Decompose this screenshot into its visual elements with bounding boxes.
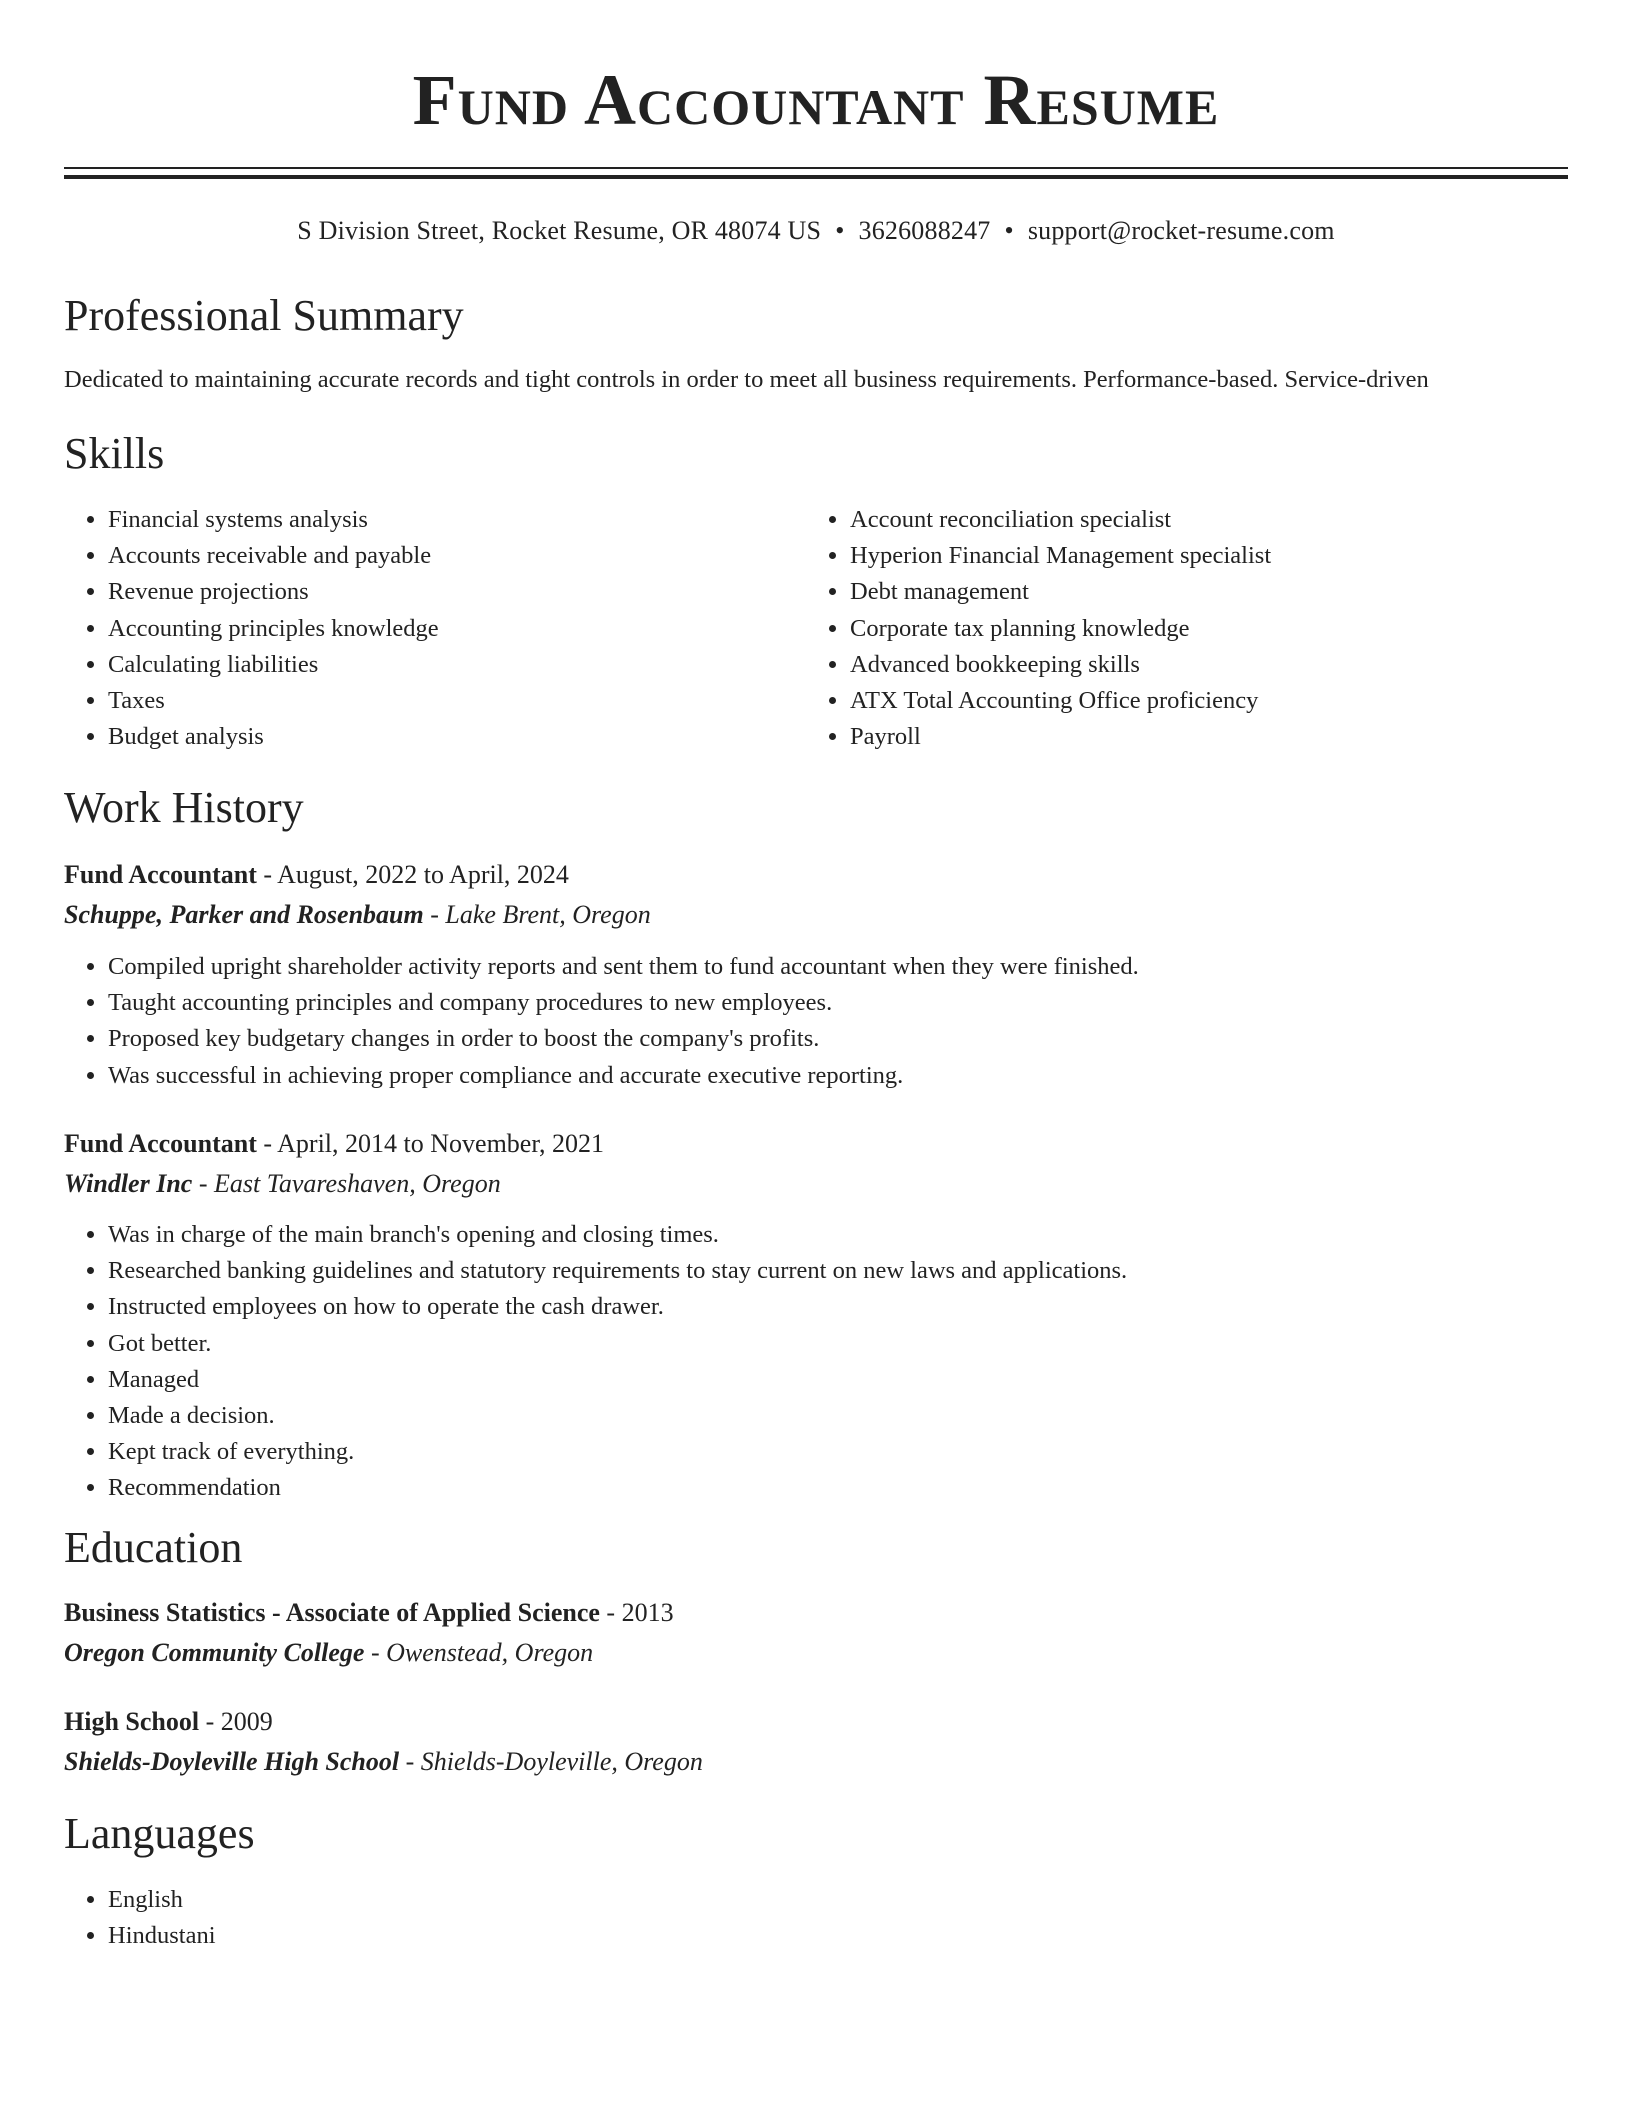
job-company: Windler Inc bbox=[64, 1169, 193, 1198]
job-company-line: Schuppe, Parker and Rosenbaum - Lake Brent, Oregon bbox=[64, 900, 651, 929]
job-bullet: • Researched banking guidelines and statutory requirements to stay current on new laws and applications. bbox=[108, 1253, 1588, 1289]
skill-item: • Hyperion Financial Management specialist bbox=[850, 538, 1590, 574]
summary-heading: Professional Summary bbox=[64, 291, 464, 340]
education-degree-line: High School - 2009 bbox=[64, 1707, 273, 1736]
skill-item: • Advanced bookkeeping skills bbox=[850, 647, 1590, 683]
job-dates: August, 2022 to April, 2024 bbox=[277, 860, 569, 889]
education-year: 2013 bbox=[621, 1598, 674, 1627]
skills-heading: Skills bbox=[64, 429, 165, 478]
contact-address: S Division Street, Rocket Resume, OR 48074 US bbox=[297, 216, 822, 245]
skill-item: • Account reconciliation specialist bbox=[850, 502, 1590, 538]
languages-list bbox=[64, 1882, 808, 1954]
education-year: 2009 bbox=[220, 1707, 273, 1736]
skill-item: • Debt management bbox=[850, 574, 1590, 610]
education-school-line: Shields-Doyleville High School - Shields-Doyleville, Oregon bbox=[64, 1747, 703, 1776]
skill-item: • Calculating liabilities bbox=[108, 647, 808, 683]
education-degree-line: Business Statistics - Associate of Applied Science - 2013 bbox=[64, 1598, 674, 1627]
job-bullet: • Compiled upright shareholder activity reports and sent them to fund accountant when they were finished. bbox=[108, 949, 1588, 985]
education-location: Shields-Doyleville, Oregon bbox=[420, 1747, 703, 1776]
education-heading: Education bbox=[64, 1523, 243, 1572]
summary-text: Dedicated to maintaining accurate records and tight controls in order to meet all business requirements. Performance-based. Service-driven bbox=[64, 366, 1429, 393]
skill-item: • Payroll bbox=[850, 719, 1590, 755]
education-school: Shields-Doyleville High School bbox=[64, 1747, 400, 1776]
job-title-line: Fund Accountant - April, 2014 to November, 2021 bbox=[64, 1129, 604, 1158]
contact-phone: 3626088247 bbox=[858, 216, 991, 245]
skill-item: • Accounts receivable and payable bbox=[108, 538, 808, 574]
job-company-line: Windler Inc - East Tavareshaven, Oregon bbox=[64, 1169, 501, 1198]
job-location: Lake Brent, Oregon bbox=[445, 900, 651, 929]
job-bullet: • Proposed key budgetary changes in order to boost the company's profits. bbox=[108, 1021, 1588, 1057]
skill-item: • Financial systems analysis bbox=[108, 502, 808, 538]
resume-title: Fund Accountant Resume bbox=[412, 60, 1220, 140]
title-rule-thick bbox=[64, 175, 1568, 179]
job-title-line: Fund Accountant - August, 2022 to April, 2024 bbox=[64, 860, 569, 889]
skills-list-left bbox=[64, 502, 808, 755]
job-bullets bbox=[64, 1217, 1588, 1507]
job-bullet: • Taught accounting principles and company procedures to new employees. bbox=[108, 985, 1588, 1021]
contact-separator: • bbox=[835, 216, 845, 245]
job-title: Fund Accountant bbox=[64, 1129, 257, 1158]
job-bullet: • Was successful in achieving proper compliance and accurate executive reporting. bbox=[108, 1058, 1588, 1094]
education-degree: High School bbox=[64, 1707, 200, 1736]
skill-item: • Revenue projections bbox=[108, 574, 808, 610]
title-rule-thin bbox=[64, 167, 1568, 169]
skill-item: • Corporate tax planning knowledge bbox=[850, 611, 1590, 647]
job-bullet: • Recommendation bbox=[108, 1470, 1588, 1506]
education-location: Owenstead, Oregon bbox=[386, 1638, 594, 1667]
education-school: Oregon Community College bbox=[64, 1638, 365, 1667]
job-bullet: • Managed bbox=[108, 1362, 1588, 1398]
job-dates: April, 2014 to November, 2021 bbox=[277, 1129, 604, 1158]
contact-email: support@rocket-resume.com bbox=[1027, 216, 1335, 245]
skill-item: • ATX Total Accounting Office proficiency bbox=[850, 683, 1590, 719]
contact-separator: • bbox=[1004, 216, 1014, 245]
job-location: East Tavareshaven, Oregon bbox=[214, 1169, 501, 1198]
skill-item: • Taxes bbox=[108, 683, 808, 719]
contact-line bbox=[64, 214, 1568, 248]
job-bullets bbox=[64, 949, 1588, 1094]
job-company: Schuppe, Parker and Rosenbaum bbox=[64, 900, 424, 929]
job-bullet: • Got better. bbox=[108, 1326, 1588, 1362]
job-title: Fund Accountant bbox=[64, 860, 257, 889]
work-heading: Work History bbox=[64, 783, 304, 832]
skill-item: • Budget analysis bbox=[108, 719, 808, 755]
education-school-line: Oregon Community College - Owenstead, Oregon bbox=[64, 1638, 594, 1667]
language-item: • Hindustani bbox=[108, 1918, 808, 1954]
skills-list-right bbox=[806, 502, 1590, 755]
job-bullet: • Kept track of everything. bbox=[108, 1434, 1588, 1470]
job-bullet: • Was in charge of the main branch's opening and closing times. bbox=[108, 1217, 1588, 1253]
job-bullet: • Instructed employees on how to operate the cash drawer. bbox=[108, 1289, 1588, 1325]
languages-heading: Languages bbox=[64, 1809, 255, 1858]
education-degree: Business Statistics - Associate of Applied Science bbox=[64, 1598, 600, 1627]
job-bullet: • Made a decision. bbox=[108, 1398, 1588, 1434]
skill-item: • Accounting principles knowledge bbox=[108, 611, 808, 647]
language-item: • English bbox=[108, 1882, 808, 1918]
